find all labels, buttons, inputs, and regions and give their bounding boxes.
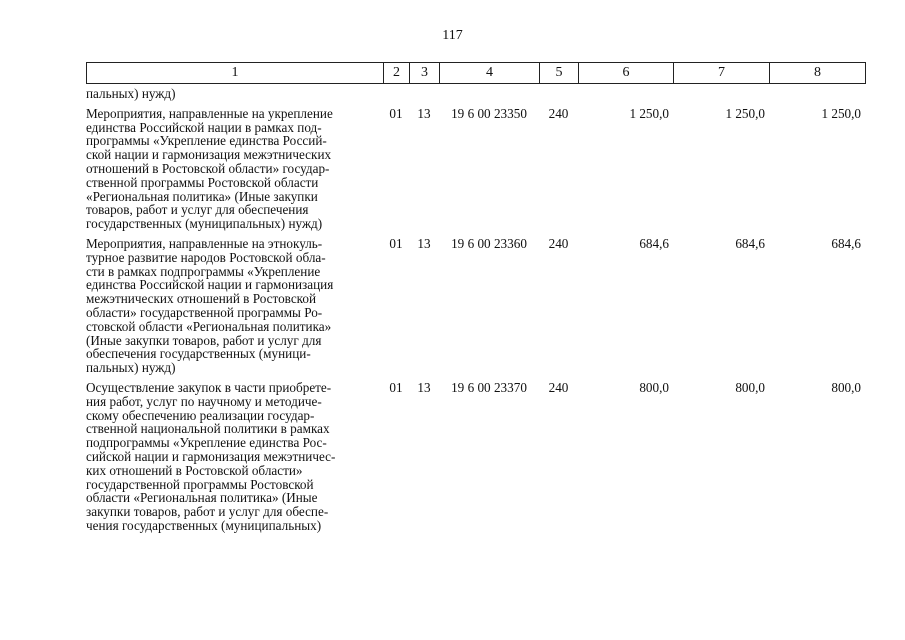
table-row — [86, 107, 865, 231]
budget-table-body — [86, 87, 865, 533]
row-section: 01 — [389, 235, 403, 251]
header-row — [87, 63, 866, 84]
row-amount-col8: 684,6 — [831, 235, 862, 251]
carryover-text: пальных) нужд) — [86, 86, 176, 101]
table-row — [86, 237, 865, 375]
row-description: Мероприятия, направленные на укрепление единства Российской нации в рамках под- программы «Укрепление единства Россий- ской нации и гармонизация межэтнических отношений в Ростовской области» государ- ственной программы Ростовской области «Региональная политика» (Иные закупки товаров, работ и услуг для обеспечения государственных (муниципальных) нужд) — [86, 105, 333, 232]
row-target-article: 19 6 00 23360 — [451, 235, 527, 251]
row-target-article: 19 6 00 23370 — [451, 379, 527, 395]
column-number-header — [86, 62, 866, 84]
row-amount-col6: 1 250,0 — [629, 105, 669, 121]
carryover-row — [86, 87, 865, 101]
row-amount-col7: 1 250,0 — [725, 105, 765, 121]
header-col-4: 4 — [440, 63, 540, 84]
header-col-3: 3 — [410, 63, 440, 84]
row-subsection: 13 — [417, 105, 431, 121]
row-subsection: 13 — [417, 235, 431, 251]
row-description: Мероприятия, направленные на этнокуль- турное развитие народов Ростовской обла- сти в рамках подпрограммы «Укрепление единства Российской нации и гармонизация межэтнических отношений в Ростовской области» государственной программы Ро- стовской области «Региональная политика» (Иные закупки товаров, работ и услуг для обеспечения государственных (муници- пальных) нужд) — [86, 235, 334, 376]
header-col-5: 5 — [540, 63, 579, 84]
row-section: 01 — [389, 105, 403, 121]
row-amount-col7: 800,0 — [735, 379, 765, 395]
row-amount-col8: 1 250,0 — [821, 105, 862, 121]
header-col-8: 8 — [770, 63, 866, 84]
header-col-7: 7 — [674, 63, 770, 84]
page-number: 117 — [442, 28, 463, 43]
header-col-1: 1 — [87, 63, 384, 84]
row-amount-col6: 800,0 — [639, 379, 669, 395]
header-col-6: 6 — [579, 63, 674, 84]
row-target-article: 19 6 00 23350 — [451, 105, 527, 121]
row-expense-type: 240 — [548, 235, 569, 251]
row-description: Осуществление закупок в части приобрете- ния работ, услуг по научному и методиче- скому обеспечению реализации государ- ственной национальной политики в рамках подпрограммы «Укрепление единства Рос- сийской нации и гармонизация межэтничес- ких отношений в Ростовской области» государственной программы Ростовской области «Региональная политика» (Иные закупки товаров, работ и услуг для обеспе- чения государственных (муниципальных) — [86, 379, 336, 533]
table-row — [86, 381, 865, 533]
row-amount-col8: 800,0 — [831, 379, 862, 395]
row-amount-col7: 684,6 — [735, 235, 765, 251]
row-expense-type: 240 — [548, 379, 569, 395]
row-expense-type: 240 — [548, 105, 569, 121]
header-col-2: 2 — [384, 63, 410, 84]
row-section: 01 — [389, 379, 403, 395]
row-subsection: 13 — [417, 379, 431, 395]
row-amount-col6: 684,6 — [639, 235, 669, 251]
